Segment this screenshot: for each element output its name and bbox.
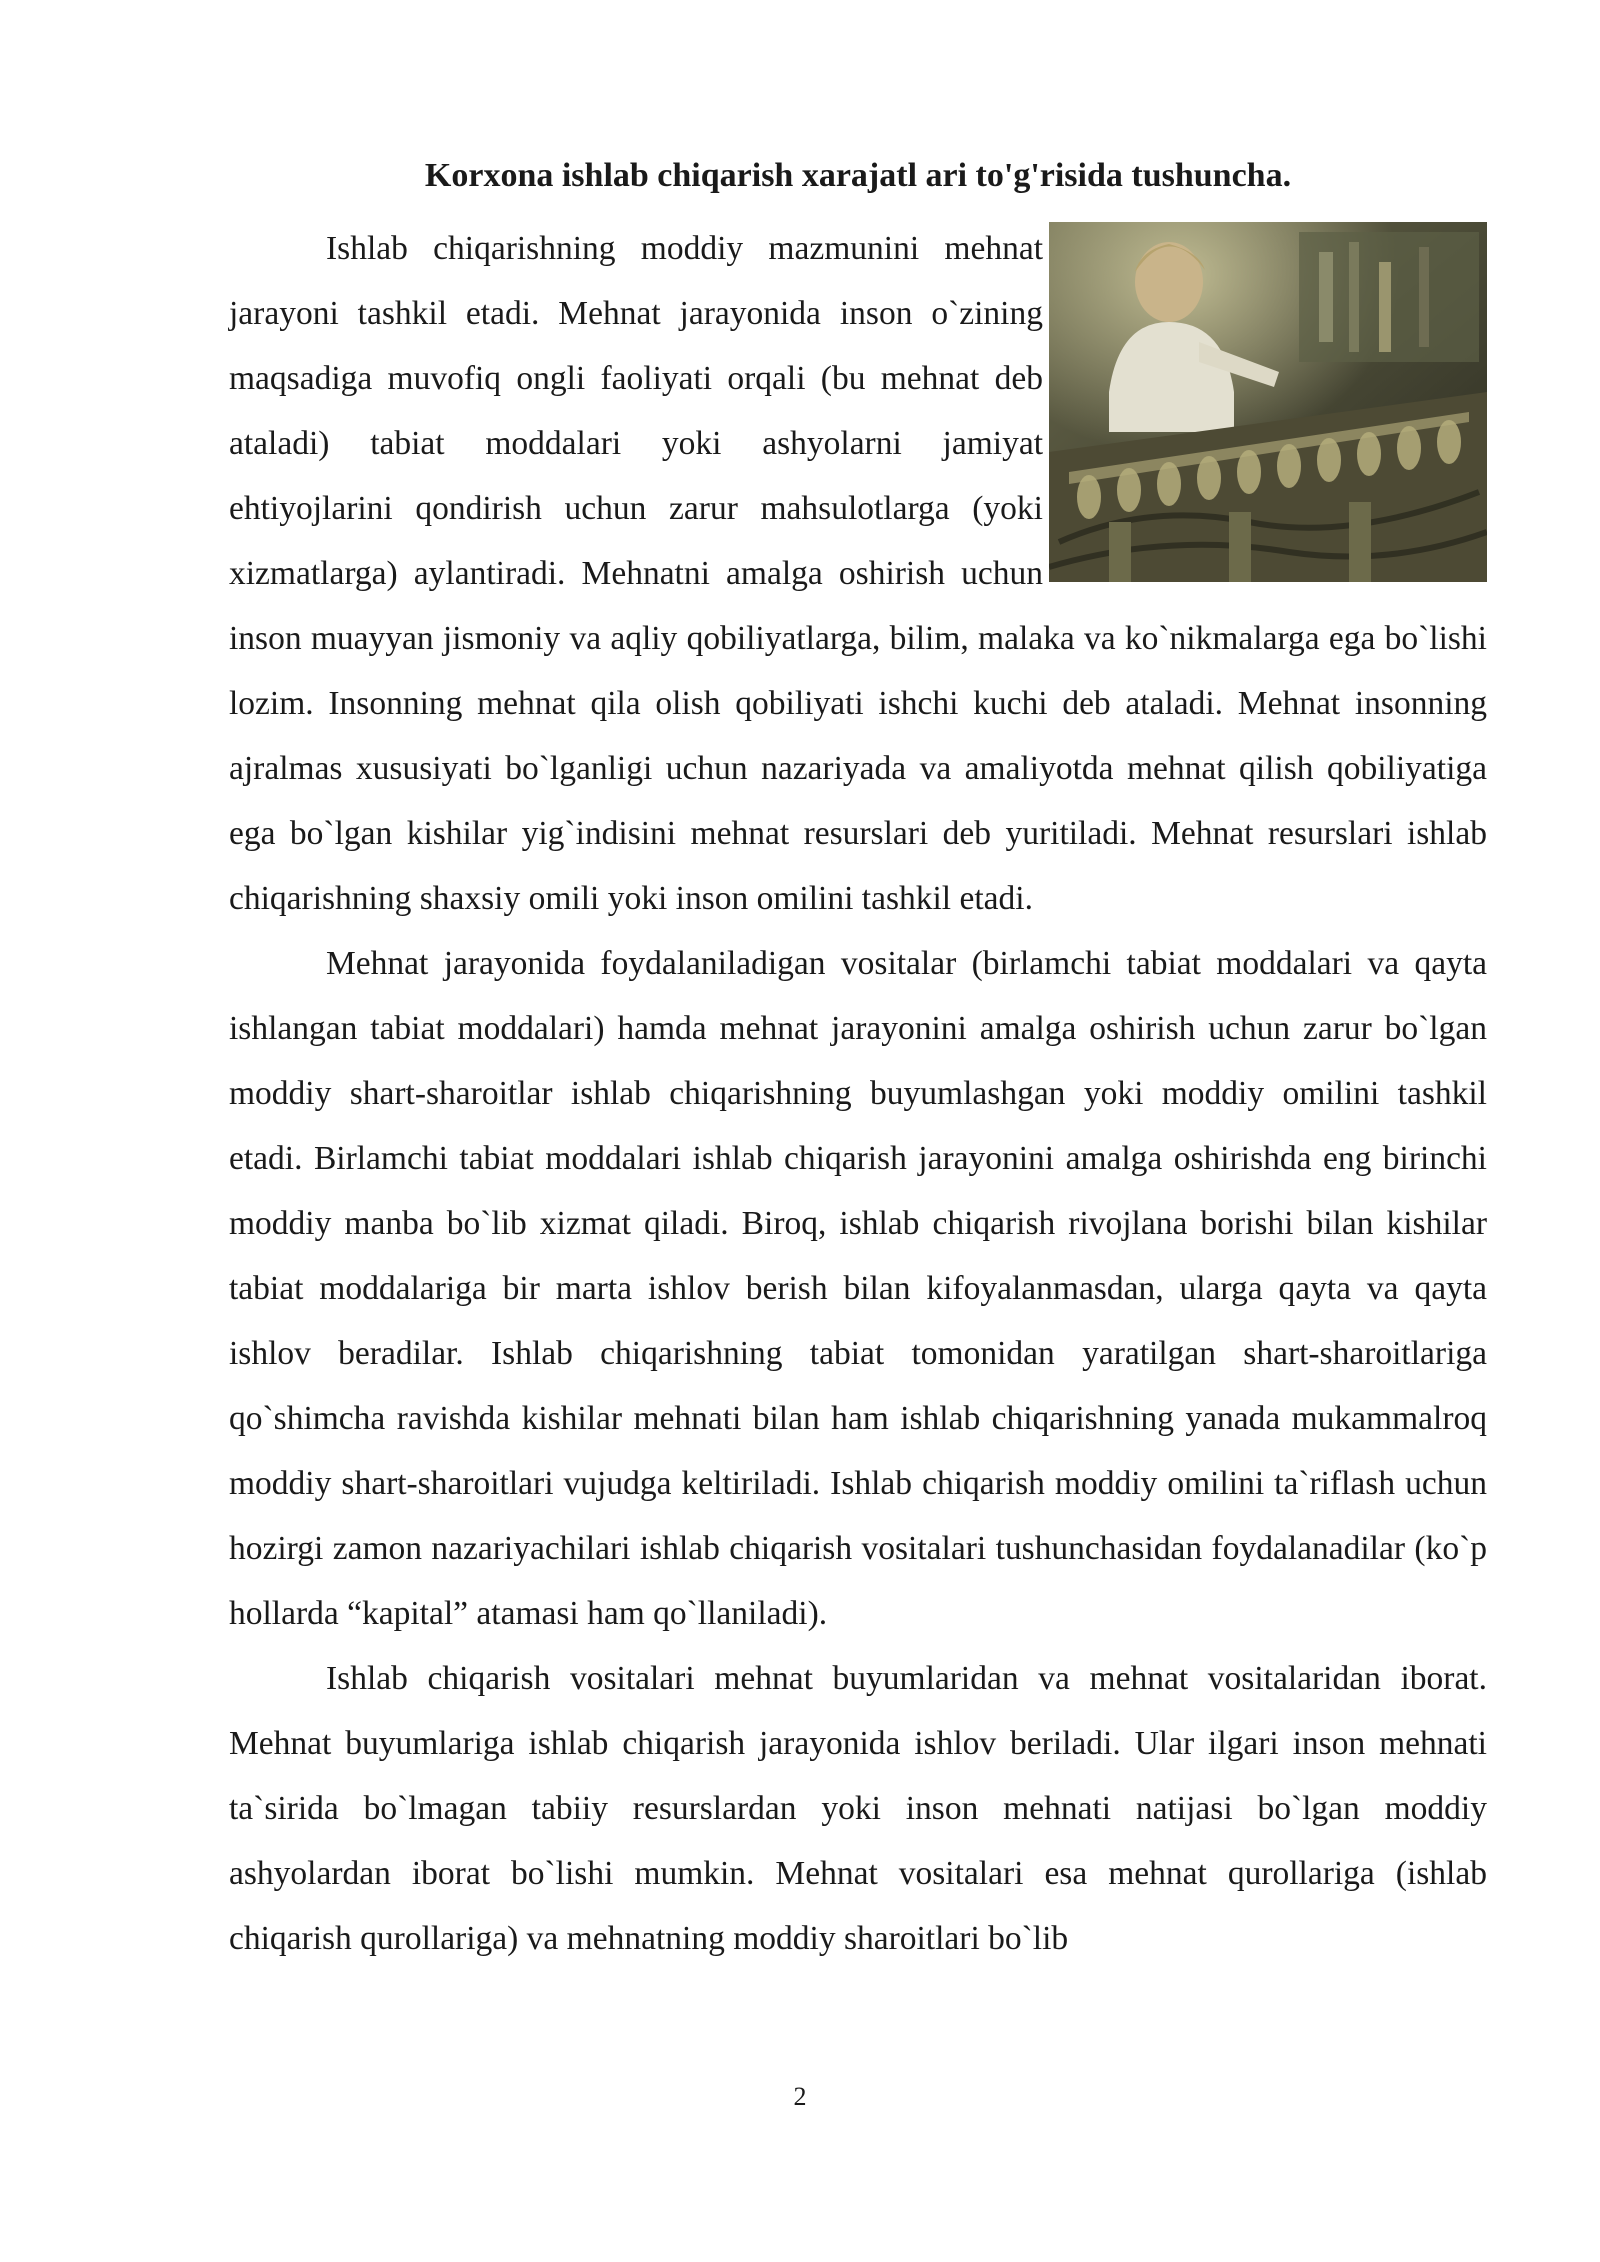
factory-worker-photo — [1049, 222, 1487, 582]
paragraph-3: Ishlab chiqarish vositalari mehnat buyumlaridan va mehnat vositalaridan iborat. Mehnat buyumlariga ishlab chiqarish jarayonida ishlov beriladi. Ular ilgari inson mehnati ta`sirida bo`lmagan tabiiy resurslardan yoki inson mehnati natijasi bo`lgan moddiy ashyolardan iborat bo`lishi mumkin. Mehnat vositalari esa mehnat qurollariga (ishlab chiqarish qurollariga) va mehnatning moddiy sharoitlari bo`lib — [229, 1660, 1487, 1957]
document-title: Korxona ishlab chiqarish xarajatl ari to'g'risida tushuncha. — [424, 157, 1292, 194]
document-page — [229, 140, 1487, 1971]
paragraph-2: Mehnat jarayonida foydalaniladigan vositalar (birlamchi tabiat moddalari va qayta ishlangan tabiat moddalari) hamda mehnat jarayonini amalga oshirish uchun zarur bo`lgan moddiy shart-sharoitlar ishlab chiqarishning buyumlashgan yoki moddiy omilini tashkil etadi. Birlamchi tabiat moddalari ishlab chiqarish jarayonini amalga oshirishda eng birinchi moddiy manba bo`lib xizmat qiladi. Biroq, ishlab chiqarish rivojlana borishi bilan kishilar tabiat moddalariga bir marta ishlov berish bilan kifoyalanmasdan, ularga qayta va qayta ishlov beradilar. Ishlab chiqarishning tabiat tomonidan yaratilgan shart-sharoitlariga qo`shimcha ravishda kishilar mehnati bilan ham ishlab chiqarishning yanada mukammalroq moddiy shart-sharoitlari vujudga keltiriladi. Ishlab chiqarish moddiy omilini ta`riflash uchun hozirgi zamon nazariyachilari ishlab chiqarish vositalari tushunchasidan foydalanadilar (ko`p hollarda “kapital” atamasi ham qo`llaniladi). — [229, 945, 1487, 1632]
page-number: 2 — [793, 2082, 807, 2111]
paragraph-1 — [229, 216, 1487, 931]
paragraph-1-text: Ishlab chiqarishning moddiy mazmunini mehnat jarayoni tashkil etadi. Mehnat jarayonida inson o`zining maqsadiga muvofiq ongli faoliyati orqali (bu mehnat deb ataladi) tabiat moddalari yoki ashyolarni jamiyat ehtiyojlarini qondirish uchun zarur mahsulotlarga (yoki xizmatlarga) aylantiradi. Mehnatni amalga oshirish uchun inson muayyan jismoniy va aqliy qobiliyatlarga, bilim, malaka va ko`nikmalarga ega bo`lishi lozim. Insonning mehnat qila olish qobiliyati ishchi kuchi deb ataladi. Mehnat insonning ajralmas xususiyati bo`lganligi uchun nazariyada va amaliyotda mehnat qilish qobiliyatiga ega bo`lgan kishilar yig`indisini mehnat resurslari deb yuritiladi. Mehnat resurslari ishlab chiqarishning shaxsiy omili yoki inson omilini tashkil etadi. — [229, 230, 1487, 917]
